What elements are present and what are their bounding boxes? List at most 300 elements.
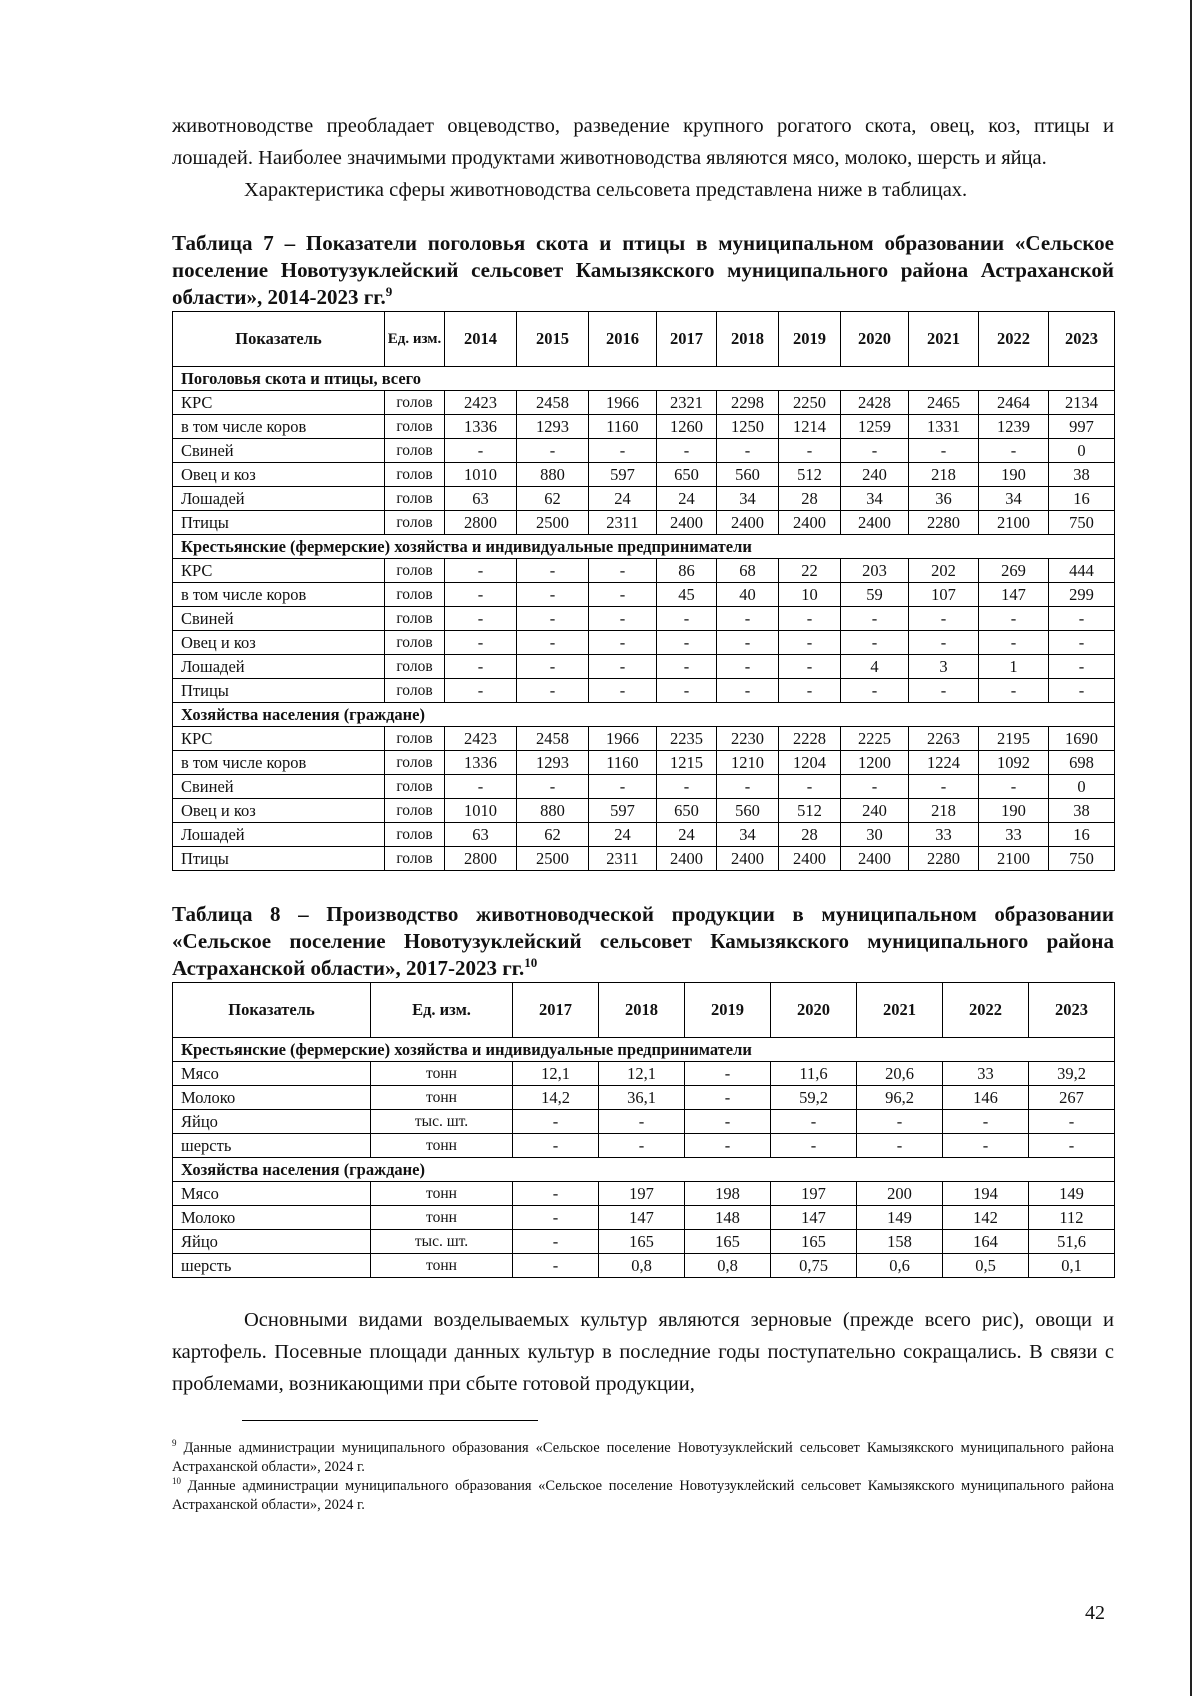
table8-value-cell: - <box>943 1110 1029 1134</box>
table8-row-label: Молоко <box>173 1086 371 1110</box>
table8-header-cell: Ед. изм. <box>371 983 513 1038</box>
table7-data-row <box>173 799 1115 823</box>
table7-value-cell: - <box>909 775 979 799</box>
table7-value-cell: 16 <box>1049 823 1115 847</box>
table7-value-cell: 190 <box>979 799 1049 823</box>
document-page <box>172 110 1114 1515</box>
table7-value-cell: 1690 <box>1049 727 1115 751</box>
table8-value-cell: 0,5 <box>943 1254 1029 1278</box>
table7-value-cell: 597 <box>589 799 657 823</box>
table7-value-cell: 750 <box>1049 847 1115 871</box>
table7-value-cell: - <box>445 559 517 583</box>
table8-header-cell: 2023 <box>1029 983 1115 1038</box>
table7-section-row <box>173 703 1115 727</box>
table7-data-row <box>173 679 1115 703</box>
table7-value-cell: 299 <box>1049 583 1115 607</box>
page-edge-line <box>1190 0 1192 1696</box>
table8-value-cell: - <box>685 1134 771 1158</box>
table7-value-cell: 240 <box>841 463 909 487</box>
table8-header-cell: 2022 <box>943 983 1029 1038</box>
table8-value-cell: - <box>771 1134 857 1158</box>
table7-data-row <box>173 439 1115 463</box>
table7-value-cell: - <box>909 631 979 655</box>
table7-value-cell: - <box>517 607 589 631</box>
table7-value-cell: - <box>589 631 657 655</box>
table7-unit-cell: голов <box>385 823 445 847</box>
table8-value-cell: - <box>685 1086 771 1110</box>
table7-row-label: Лошадей <box>173 823 385 847</box>
table7-value-cell: - <box>445 775 517 799</box>
table7-value-cell: 34 <box>979 487 1049 511</box>
table7-value-cell: 24 <box>589 823 657 847</box>
table7-header-row <box>173 312 1115 367</box>
table7-unit-cell: голов <box>385 607 445 631</box>
table8-unit-cell: тонн <box>371 1206 513 1230</box>
table8-value-cell: 0,8 <box>685 1254 771 1278</box>
table8-value-cell: 165 <box>771 1230 857 1254</box>
table7-value-cell: 512 <box>779 799 841 823</box>
table7-value-cell: 33 <box>909 823 979 847</box>
table7-row-label: Овец и коз <box>173 799 385 823</box>
table7-unit-cell: голов <box>385 679 445 703</box>
table7-value-cell: 1092 <box>979 751 1049 775</box>
table7-value-cell: 16 <box>1049 487 1115 511</box>
table7-value-cell: - <box>979 439 1049 463</box>
table8-value-cell: 59,2 <box>771 1086 857 1110</box>
table7-value-cell: 650 <box>657 799 717 823</box>
table7-value-cell: 2464 <box>979 391 1049 415</box>
table7-value-cell: - <box>1049 655 1115 679</box>
table8-unit-cell: тыс. шт. <box>371 1110 513 1134</box>
table7-row-label: Лошадей <box>173 487 385 511</box>
table8-row-label: Мясо <box>173 1182 371 1206</box>
table7-value-cell: - <box>517 559 589 583</box>
table8-value-cell: 51,6 <box>1029 1230 1115 1254</box>
table7-value-cell: 2250 <box>779 391 841 415</box>
table7-header-cell: 2019 <box>779 312 841 367</box>
footnote-marker: 10 <box>172 1476 181 1487</box>
table7-value-cell: 997 <box>1049 415 1115 439</box>
table7-header-cell: 2020 <box>841 312 909 367</box>
table8-value-cell: 146 <box>943 1086 1029 1110</box>
table7-value-cell: 38 <box>1049 799 1115 823</box>
table8-section-row <box>173 1038 1115 1062</box>
table7-value-cell: - <box>589 607 657 631</box>
table7-caption-text: Таблица 7 – Показатели поголовья скота и птицы в муниципальном образовании «Сельское поселение Новотузуклейский сельсовет Камызякского муниципального района Астраханской области», 2014-2023 гг. <box>172 231 1114 309</box>
table7-value-cell: - <box>909 679 979 703</box>
table8-header-row <box>173 983 1115 1038</box>
table7-value-cell: - <box>979 775 1049 799</box>
table7-value-cell: 2400 <box>779 511 841 535</box>
table7-value-cell: 1966 <box>589 391 657 415</box>
table7-footnote-ref: 9 <box>385 284 393 299</box>
table7-value-cell: 1210 <box>717 751 779 775</box>
table7-value-cell: - <box>657 775 717 799</box>
table8-caption <box>172 901 1114 982</box>
table8-value-cell: 36,1 <box>599 1086 685 1110</box>
table7-value-cell: 1336 <box>445 751 517 775</box>
table7-value-cell: - <box>779 679 841 703</box>
table7-value-cell: - <box>1049 679 1115 703</box>
table7-value-cell: 2400 <box>779 847 841 871</box>
footnotes <box>172 1439 1114 1515</box>
table7-value-cell: 1966 <box>589 727 657 751</box>
table7-value-cell: - <box>589 655 657 679</box>
table7-header-cell: Показатель <box>173 312 385 367</box>
table7-value-cell: 2311 <box>589 847 657 871</box>
table8-value-cell: 148 <box>685 1206 771 1230</box>
table7-value-cell: - <box>657 679 717 703</box>
table8-data-row <box>173 1254 1115 1278</box>
table7-value-cell: - <box>445 607 517 631</box>
table7-section-title: Крестьянские (фермерские) хозяйства и индивидуальные предприниматели <box>173 535 1115 559</box>
table7-unit-cell: голов <box>385 751 445 775</box>
table8-unit-cell: тонн <box>371 1134 513 1158</box>
table8-value-cell: - <box>513 1206 599 1230</box>
table7-value-cell: 2230 <box>717 727 779 751</box>
table7-value-cell: 2800 <box>445 511 517 535</box>
table7-value-cell: 33 <box>979 823 1049 847</box>
table7-value-cell: 34 <box>717 823 779 847</box>
table8-value-cell: - <box>685 1062 771 1086</box>
table7-value-cell: 40 <box>717 583 779 607</box>
table7-value-cell: - <box>717 775 779 799</box>
table7-value-cell: 2195 <box>979 727 1049 751</box>
table7-value-cell: 2400 <box>657 511 717 535</box>
table7-header-cell: 2021 <box>909 312 979 367</box>
table8-value-cell: 197 <box>599 1182 685 1206</box>
table7-value-cell: 0 <box>1049 775 1115 799</box>
table8-value-cell: 14,2 <box>513 1086 599 1110</box>
table7-header-cell: 2016 <box>589 312 657 367</box>
table8-header-cell: 2017 <box>513 983 599 1038</box>
table7-unit-cell: голов <box>385 391 445 415</box>
table7-value-cell: 1259 <box>841 415 909 439</box>
table7-value-cell: 45 <box>657 583 717 607</box>
table7-unit-cell: голов <box>385 775 445 799</box>
table8-value-cell: - <box>513 1110 599 1134</box>
table7-value-cell: 59 <box>841 583 909 607</box>
table8-data-row <box>173 1182 1115 1206</box>
table7-value-cell: 698 <box>1049 751 1115 775</box>
table7-value-cell: - <box>445 679 517 703</box>
table8-section-title: Крестьянские (фермерские) хозяйства и индивидуальные предприниматели <box>173 1038 1115 1062</box>
table7-value-cell: 10 <box>779 583 841 607</box>
table8-value-cell: - <box>599 1110 685 1134</box>
table7-value-cell: 203 <box>841 559 909 583</box>
table7-value-cell: 2428 <box>841 391 909 415</box>
table7-value-cell: 2400 <box>717 511 779 535</box>
table7-row-label: КРС <box>173 559 385 583</box>
table7-unit-cell: голов <box>385 439 445 463</box>
table7-row-label: Свиней <box>173 439 385 463</box>
table7-value-cell: - <box>445 631 517 655</box>
table8-value-cell: 149 <box>857 1206 943 1230</box>
table7-value-cell: 2100 <box>979 847 1049 871</box>
table7-header-cell: 2023 <box>1049 312 1115 367</box>
table7-value-cell: 2423 <box>445 727 517 751</box>
table7-value-cell: 1200 <box>841 751 909 775</box>
table7-value-cell: - <box>657 631 717 655</box>
table8-value-cell: - <box>1029 1134 1115 1158</box>
table7-value-cell: - <box>841 439 909 463</box>
table7-value-cell: - <box>979 631 1049 655</box>
table7-value-cell: - <box>779 439 841 463</box>
table8-value-cell: 12,1 <box>599 1062 685 1086</box>
table7-livestock <box>172 311 1115 871</box>
table8-value-cell: 165 <box>599 1230 685 1254</box>
table7-value-cell: 2280 <box>909 847 979 871</box>
table7-value-cell: 1293 <box>517 415 589 439</box>
table7-data-row <box>173 775 1115 799</box>
table7-value-cell: - <box>517 439 589 463</box>
table7-unit-cell: голов <box>385 799 445 823</box>
intro-paragraph-tables: Характеристика сферы животноводства сельсовета представлена ниже в таблицах. <box>244 179 968 201</box>
table7-value-cell: 2800 <box>445 847 517 871</box>
table8-data-row <box>173 1230 1115 1254</box>
table7-value-cell: 1010 <box>445 463 517 487</box>
table7-value-cell: - <box>979 607 1049 631</box>
table7-value-cell: 2500 <box>517 847 589 871</box>
table7-row-label: в том числе коров <box>173 751 385 775</box>
table8-footnote-ref: 10 <box>524 955 538 970</box>
table8-header-cell: Показатель <box>173 983 371 1038</box>
table7-value-cell: - <box>779 631 841 655</box>
table8-value-cell: 158 <box>857 1230 943 1254</box>
table8-unit-cell: тыс. шт. <box>371 1230 513 1254</box>
footnote-10 <box>172 1477 1114 1515</box>
table7-value-cell: 0 <box>1049 439 1115 463</box>
table7-data-row <box>173 823 1115 847</box>
table7-value-cell: 240 <box>841 799 909 823</box>
table8-unit-cell: тонн <box>371 1062 513 1086</box>
table8-unit-cell: тонн <box>371 1086 513 1110</box>
intro-paragraph: животноводстве преобладает овцеводство, разведение крупного рогатого скота, овец, коз, птицы и лошадей. Наиболее значимыми продуктами животноводства являются мясо, молоко, шерсть и яйца. <box>172 115 1114 169</box>
table7-value-cell: - <box>909 439 979 463</box>
table7-value-cell: 2228 <box>779 727 841 751</box>
table7-value-cell: 24 <box>657 487 717 511</box>
table8-value-cell: - <box>599 1134 685 1158</box>
table8-row-label: Молоко <box>173 1206 371 1230</box>
table7-section-row <box>173 367 1115 391</box>
footnote-divider <box>242 1420 538 1421</box>
table7-value-cell: 560 <box>717 799 779 823</box>
table7-value-cell: - <box>657 655 717 679</box>
table7-unit-cell: голов <box>385 727 445 751</box>
table7-unit-cell: голов <box>385 847 445 871</box>
table7-value-cell: - <box>657 439 717 463</box>
table7-value-cell: - <box>841 679 909 703</box>
table8-value-cell: 0,75 <box>771 1254 857 1278</box>
table7-unit-cell: голов <box>385 415 445 439</box>
table8-value-cell: 197 <box>771 1182 857 1206</box>
table7-value-cell: - <box>979 679 1049 703</box>
table7-row-label: Птицы <box>173 679 385 703</box>
table7-value-cell: 512 <box>779 463 841 487</box>
table7-value-cell: - <box>717 679 779 703</box>
table7-value-cell: - <box>717 439 779 463</box>
table7-value-cell: 2321 <box>657 391 717 415</box>
table8-value-cell: 142 <box>943 1206 1029 1230</box>
table7-value-cell: - <box>517 679 589 703</box>
table7-section-title: Поголовья скота и птицы, всего <box>173 367 1115 391</box>
table7-value-cell: 36 <box>909 487 979 511</box>
table7-data-row <box>173 655 1115 679</box>
table7-value-cell: 24 <box>657 823 717 847</box>
table8-row-label: Мясо <box>173 1062 371 1086</box>
table7-value-cell: 24 <box>589 487 657 511</box>
table7-value-cell: 4 <box>841 655 909 679</box>
table7-value-cell: 1331 <box>909 415 979 439</box>
table7-value-cell: 62 <box>517 823 589 847</box>
table8-value-cell: 149 <box>1029 1182 1115 1206</box>
table8-value-cell: - <box>513 1134 599 1158</box>
table8-data-row <box>173 1110 1115 1134</box>
table7-value-cell: 2400 <box>841 847 909 871</box>
table7-value-cell: 750 <box>1049 511 1115 535</box>
table7-value-cell: 28 <box>779 823 841 847</box>
table7-value-cell: 880 <box>517 463 589 487</box>
table7-row-label: КРС <box>173 727 385 751</box>
table7-unit-cell: голов <box>385 559 445 583</box>
table7-value-cell: 269 <box>979 559 1049 583</box>
table7-value-cell: - <box>517 631 589 655</box>
table8-value-cell: - <box>513 1182 599 1206</box>
table8-data-row <box>173 1206 1115 1230</box>
table7-data-row <box>173 463 1115 487</box>
table8-header-cell: 2019 <box>685 983 771 1038</box>
table7-value-cell: - <box>445 583 517 607</box>
table7-header-cell: 2014 <box>445 312 517 367</box>
table7-value-cell: 880 <box>517 799 589 823</box>
table7-value-cell: 1214 <box>779 415 841 439</box>
table8-data-row <box>173 1062 1115 1086</box>
table8-value-cell: 0,6 <box>857 1254 943 1278</box>
table7-value-cell: 2298 <box>717 391 779 415</box>
table7-value-cell: 2235 <box>657 727 717 751</box>
table7-value-cell: 2100 <box>979 511 1049 535</box>
table8-value-cell: 200 <box>857 1182 943 1206</box>
table7-value-cell: - <box>779 775 841 799</box>
table7-value-cell: 202 <box>909 559 979 583</box>
table8-value-cell: 194 <box>943 1182 1029 1206</box>
table8-value-cell: 112 <box>1029 1206 1115 1230</box>
table7-value-cell: 2458 <box>517 391 589 415</box>
table7-value-cell: - <box>657 607 717 631</box>
table8-section-row <box>173 1158 1115 1182</box>
table7-data-row <box>173 583 1115 607</box>
table7-data-row <box>173 511 1115 535</box>
table7-value-cell: 28 <box>779 487 841 511</box>
table8-value-cell: - <box>685 1110 771 1134</box>
table7-data-row <box>173 751 1115 775</box>
table7-value-cell: 597 <box>589 463 657 487</box>
table7-value-cell: 1224 <box>909 751 979 775</box>
table7-header-cell: 2018 <box>717 312 779 367</box>
table7-value-cell: 2134 <box>1049 391 1115 415</box>
table7-data-row <box>173 391 1115 415</box>
table7-value-cell: - <box>841 631 909 655</box>
table8-value-cell: - <box>943 1134 1029 1158</box>
table8-section-title: Хозяйства населения (граждане) <box>173 1158 1115 1182</box>
table7-unit-cell: голов <box>385 655 445 679</box>
table7-caption <box>172 230 1114 311</box>
table7-value-cell: - <box>445 655 517 679</box>
table7-value-cell: 68 <box>717 559 779 583</box>
table7-unit-cell: голов <box>385 463 445 487</box>
table7-value-cell: - <box>909 607 979 631</box>
table8-value-cell: - <box>857 1110 943 1134</box>
table7-value-cell: 560 <box>717 463 779 487</box>
table7-value-cell: 2465 <box>909 391 979 415</box>
table7-value-cell: 63 <box>445 823 517 847</box>
table7-data-row <box>173 847 1115 871</box>
table8-value-cell: 164 <box>943 1230 1029 1254</box>
table7-section-title: Хозяйства населения (граждане) <box>173 703 1115 727</box>
table7-value-cell: - <box>589 679 657 703</box>
table7-value-cell: 2400 <box>841 511 909 535</box>
table8-unit-cell: тонн <box>371 1182 513 1206</box>
table7-value-cell: - <box>589 559 657 583</box>
table7-value-cell: 62 <box>517 487 589 511</box>
table7-unit-cell: голов <box>385 487 445 511</box>
table7-value-cell: - <box>841 607 909 631</box>
footnote-text: Данные администрации муниципального образования «Сельское поселение Новотузуклейский сельсовет Камызякского муниципального района Астраханской области», 2024 г. <box>172 1440 1114 1475</box>
table8-value-cell: 0,8 <box>599 1254 685 1278</box>
table7-row-label: в том числе коров <box>173 583 385 607</box>
table7-value-cell: - <box>1049 631 1115 655</box>
table8-data-row <box>173 1134 1115 1158</box>
table7-value-cell: 63 <box>445 487 517 511</box>
table8-value-cell: 12,1 <box>513 1062 599 1086</box>
table7-row-label: Птицы <box>173 847 385 871</box>
table7-value-cell: 1250 <box>717 415 779 439</box>
table7-value-cell: 1260 <box>657 415 717 439</box>
table7-value-cell: 38 <box>1049 463 1115 487</box>
table7-value-cell: - <box>1049 607 1115 631</box>
table7-value-cell: 650 <box>657 463 717 487</box>
table7-row-label: Овец и коз <box>173 463 385 487</box>
footnote-9 <box>172 1439 1114 1477</box>
table7-value-cell: 2400 <box>657 847 717 871</box>
table7-value-cell: 2311 <box>589 511 657 535</box>
table7-unit-cell: голов <box>385 631 445 655</box>
table7-value-cell: 1204 <box>779 751 841 775</box>
table7-value-cell: 2225 <box>841 727 909 751</box>
table7-value-cell: 1239 <box>979 415 1049 439</box>
table7-value-cell: - <box>717 655 779 679</box>
table8-value-cell: 0,1 <box>1029 1254 1115 1278</box>
table7-value-cell: 444 <box>1049 559 1115 583</box>
table8-row-label: Яйцо <box>173 1110 371 1134</box>
table7-header-cell: Ед. изм. <box>385 312 445 367</box>
table7-header-cell: 2022 <box>979 312 1049 367</box>
table7-value-cell: - <box>779 655 841 679</box>
footnote-text: Данные администрации муниципального образования «Сельское поселение Новотузуклейский сельсовет Камызякского муниципального района Астраханской области», 2024 г. <box>172 1478 1114 1513</box>
table7-row-label: Лошадей <box>173 655 385 679</box>
table7-data-row <box>173 727 1115 751</box>
table7-value-cell: - <box>589 439 657 463</box>
table7-value-cell: - <box>517 583 589 607</box>
table7-value-cell: 218 <box>909 463 979 487</box>
table8-value-cell: 11,6 <box>771 1062 857 1086</box>
table7-value-cell: 1160 <box>589 415 657 439</box>
table8-value-cell: 147 <box>771 1206 857 1230</box>
page-number: 42 <box>1085 1602 1105 1624</box>
table7-value-cell: 1 <box>979 655 1049 679</box>
table7-unit-cell: голов <box>385 511 445 535</box>
table7-value-cell: 2400 <box>717 847 779 871</box>
